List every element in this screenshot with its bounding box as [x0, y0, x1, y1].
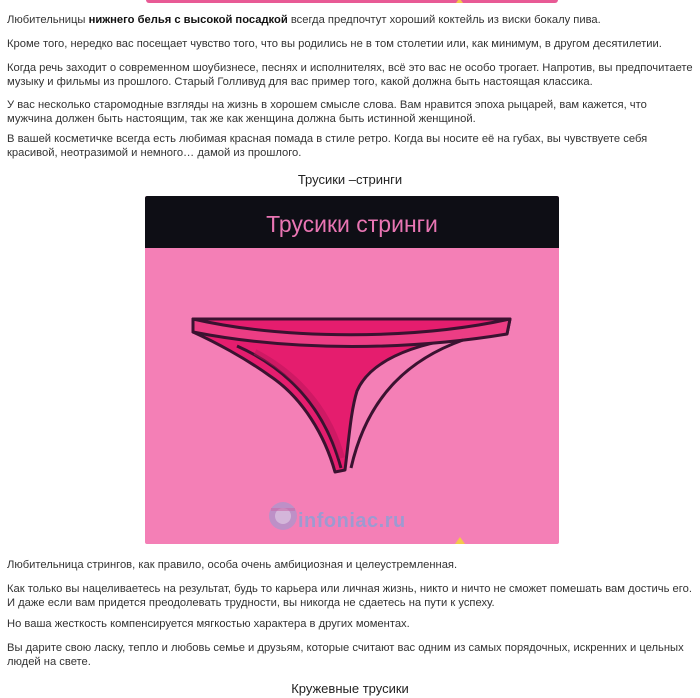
paragraph-showbiz: Когда речь заходит о современном шоубизнесе, песнях и исполнителях, всё это вас не особо трогает. Напротив, вы предпочитаете музыку и фильмы из прошлого. Старый Голливуд для вас пример того, какой должна быть настоящая классика. — [7, 62, 693, 88]
paragraph-old-fashioned-views: У вас несколько старомодные взгляды на жизнь в хорошем смысле слова. Вам нравится эпоха рыцарей, вам кажется, что мужчина должен быть настоящим, так же как женщина должна быть истинной женщиной. — [7, 99, 647, 125]
previous-image-bottom-edge — [146, 0, 558, 3]
section-heading-thong: Трусики –стринги — [297, 172, 403, 187]
bold-link-text: нижнего белья с высокой посадкой — [88, 14, 288, 26]
paragraph-text: всегда предпочтут хороший коктейль из виски бокалу пива. — [287, 14, 601, 26]
paragraph-softness: Но ваша жесткость компенсируется мягкостью характера в других моментах. — [7, 618, 410, 630]
paragraph-high-waist-intro — [7, 13, 693, 27]
paragraph-goal-oriented: Как только вы нацеливаетесь на результат, будь то карьера или личная жизнь, никто и ничто не сможет помешать вам достичь его. И даже если вам придется преодолевать трудности, вы никогда не сдаетесь на пути к успеху. — [7, 583, 692, 609]
paragraph-thong-lover: Любительница стрингов, как правило, особа очень амбициозная и целеустремленная. — [7, 559, 458, 571]
thong-illustration — [145, 196, 559, 544]
section-heading-lace: Кружевные трусики — [291, 681, 409, 696]
paragraph-text: Любительницы — [7, 14, 89, 26]
star-icon — [456, 0, 463, 3]
paragraph-born-wrong-century: Кроме того, нередко вас посещает чувство того, что вы родились не в том столетии или, как минимум, в другом десятилетии. — [7, 38, 662, 50]
paragraph-love-family: Вы дарите свою ласку, тепло и любовь семье и друзьям, которые считают вас одним из самых порядочных, искренних и цельных людей на свете. — [7, 642, 684, 668]
paragraph-red-lipstick: В вашей косметичке всегда есть любимая красная помада в стиле ретро. Когда вы носите её на губах, вы чувствуете себя красивой, неотразимой и немного… дамой из прошлого. — [7, 133, 648, 159]
illustration-title-bar — [145, 196, 559, 248]
illustration-title: Трусики стринги — [266, 211, 438, 237]
watermark-text: infoniac.ru — [298, 510, 406, 532]
